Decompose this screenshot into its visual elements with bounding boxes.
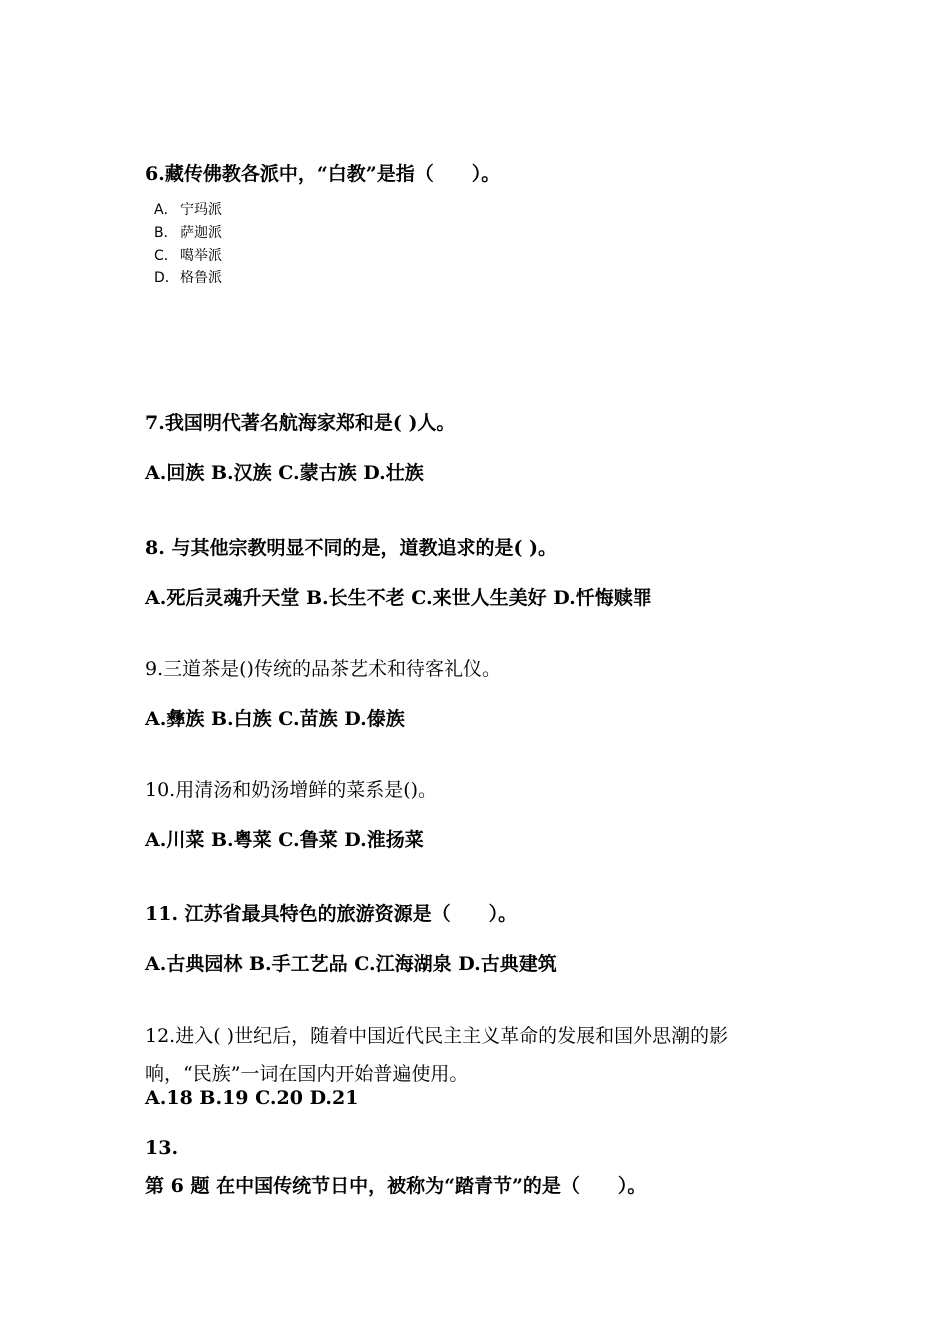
question-9-stem: 9.三道茶是()传统的品茶艺术和待客礼仪。 [145, 658, 501, 680]
question-6-option-a [154, 203, 222, 217]
question-10-stem: 10.用清汤和奶汤增鲜的菜系是()。 [145, 779, 438, 801]
question-11-options: A.古典园林 B.手工艺品 C.江海湖泉 D.古典建筑 [145, 953, 557, 975]
question-13-stem: 第 6 题 在中国传统节日中，被称为“踏青节”的是（ ）。 [145, 1175, 647, 1197]
option-text: 萨迦派 [180, 225, 222, 241]
question-6-option-d [154, 271, 222, 285]
option-letter: C． [154, 248, 178, 264]
question-12-stem-line-1: 12.进入( )世纪后，随着中国近代民主主义革命的发展和国外思潮的影 [145, 1025, 729, 1047]
option-text: 宁玛派 [180, 202, 222, 218]
question-6-option-b [154, 226, 222, 240]
question-9-options: A.彝族 B.白族 C.苗族 D.傣族 [145, 708, 405, 730]
option-text: 噶举派 [180, 248, 222, 264]
question-7-options: A.回族 B.汉族 C.蒙古族 D.壮族 [145, 462, 424, 484]
question-10-options: A.川菜 B.粤菜 C.鲁菜 D.淮扬菜 [145, 829, 424, 851]
option-text: 格鲁派 [180, 270, 222, 286]
question-12-options: A.18 B.19 C.20 D.21 [145, 1087, 359, 1109]
question-12-stem-line-2: 响，“民族”一词在国内开始普遍使用。 [145, 1063, 469, 1085]
question-8-options: A.死后灵魂升天堂 B.长生不老 C.来世人生美好 D.忏悔赎罪 [145, 587, 652, 609]
option-letter: B． [154, 225, 178, 241]
question-6-stem: 6.藏传佛教各派中，“白教”是指（ ）。 [145, 163, 501, 185]
option-letter: D． [154, 270, 179, 286]
question-13-number: 13. [145, 1137, 179, 1159]
option-letter: A． [154, 202, 178, 218]
question-7-stem: 7.我国明代著名航海家郑和是( )人。 [145, 412, 456, 434]
question-11-stem: 11. 江苏省最具特色的旅游资源是（ ）。 [145, 903, 518, 925]
question-6-option-c [154, 249, 222, 263]
question-8-stem: 8. 与其他宗教明显不同的是，道教追求的是( )。 [145, 537, 558, 559]
